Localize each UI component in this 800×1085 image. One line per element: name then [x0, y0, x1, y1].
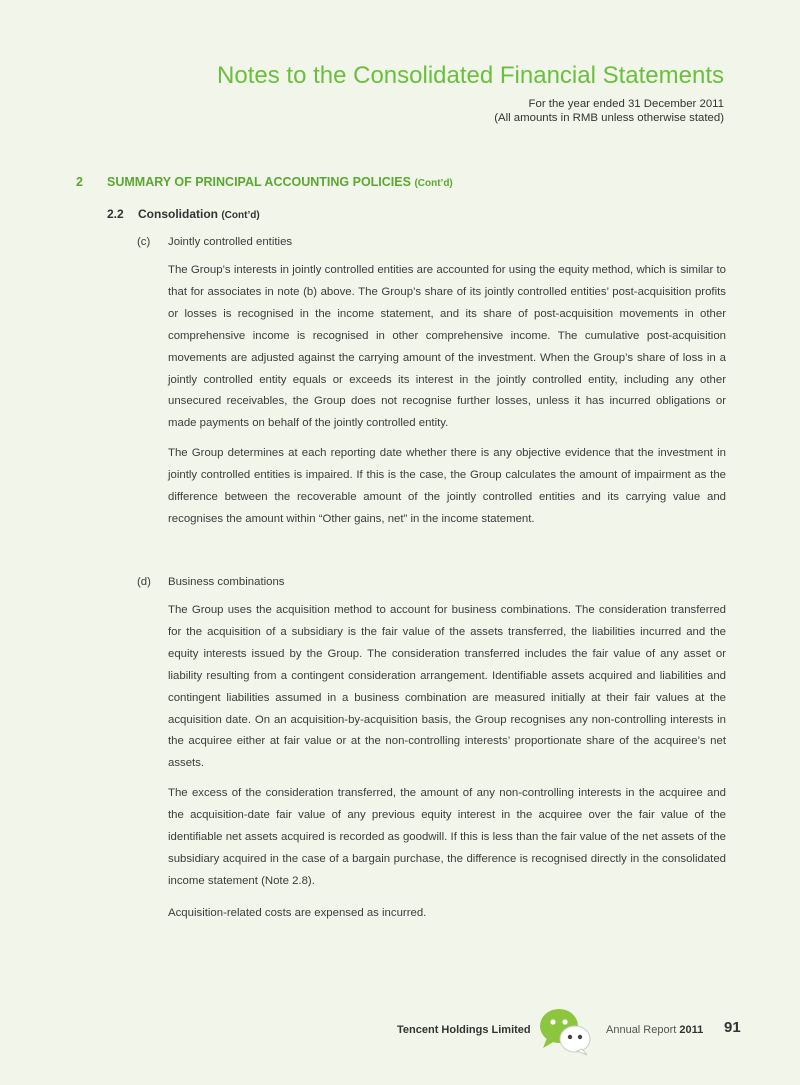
- item-d-title: Business combinations: [168, 576, 285, 588]
- section-title: SUMMARY OF PRINCIPAL ACCOUNTING POLICIES: [107, 175, 411, 189]
- period-line: For the year ended 31 December 2011: [528, 98, 724, 110]
- section-number: 2: [76, 175, 83, 189]
- item-c-paragraph-2: The Group determines at each reporting date whether there is any objective evidence that the investment in jointly controlled entities is impaired. If this is the case, the Group calculates the amount of impairment as the difference between the recoverable amount of the jointly controlled entities and its carrying value and recognises the amount within “Other gains, net” in the income statement.: [168, 447, 726, 525]
- footer-company: Tencent Holdings Limited: [397, 1024, 531, 1036]
- footer-report-label: [606, 1024, 703, 1036]
- subsection-heading: [107, 207, 260, 221]
- page-number: 91: [724, 1019, 741, 1036]
- item-d-paragraph-3: Acquisition-related costs are expensed as incurred.: [168, 907, 427, 919]
- item-d-paragraph-1: The Group uses the acquisition method to account for business combinations. The consideration transferred for the acquisition of a subsidiary is the fair value of the assets transferred, the liabilities incurred and the equity interests issued by the Group. The consideration transferred includes the fair value of any asset or liability resulting from a contingent consideration arrangement. Identifiable assets acquired and liabilities and contingent liabilities assumed in a business combination are measured initially at their fair values at the acquisition date. On an acquisition-by-acquisition basis, the Group recognises any non-controlling interests in the acquiree either at fair value or at the non-controlling interests’ proportionate share of the acquiree’s net assets.: [168, 604, 726, 770]
- item-d-paragraph-2: The excess of the consideration transferred, the amount of any non-controlling interests in the acquiree and the acquisition-date fair value of any previous equity interest in the acquiree over the fair value of the identifiable net assets acquired is recorded as goodwill. If this is less than the fair value of the net assets of the subsidiary acquired in the case of a bargain purchase, the difference is recognised directly in the consolidated income statement (Note 2.8).: [168, 787, 726, 887]
- item-d-heading: [137, 576, 285, 588]
- currency-note: (All amounts in RMB unless otherwise stated): [494, 112, 724, 124]
- section-heading: [76, 175, 453, 189]
- section-continued: (Cont’d): [414, 178, 453, 189]
- item-c-title: Jointly controlled entities: [168, 236, 293, 248]
- page-title: Notes to the Consolidated Financial Statements: [217, 62, 724, 89]
- subsection-title: Consolidation: [138, 207, 218, 221]
- report-label: Annual Report: [606, 1024, 677, 1036]
- item-d-mark: (d): [137, 576, 151, 588]
- subsection-number: 2.2: [107, 207, 124, 221]
- subsection-continued: (Cont’d): [221, 210, 260, 221]
- item-c-heading: [137, 236, 292, 248]
- item-c-paragraph-1: The Group’s interests in jointly controlled entities are accounted for using the equity method, which is similar to that for associates in note (b) above. The Group’s share of its jointly controlled entities’ post-acquisition profits or losses is recognised in the income statement, and its share of post-acquisition movements in other comprehensive income is recognised in other comprehensive income. The cumulative post-acquisition movements are adjusted against the carrying amount of the investment. When the Group’s share of loss in a jointly controlled entity equals or exceeds its interest in the jointly controlled entity, including any other unsecured receivables, the Group does not recognise further losses, unless it has incurred obligations or made payments on behalf of the jointly controlled entity.: [168, 264, 726, 430]
- page-subtitle: [494, 97, 724, 125]
- chat-bubbles-logo-icon: [537, 1004, 593, 1056]
- report-year: 2011: [679, 1024, 704, 1036]
- item-c-mark: (c): [137, 236, 151, 248]
